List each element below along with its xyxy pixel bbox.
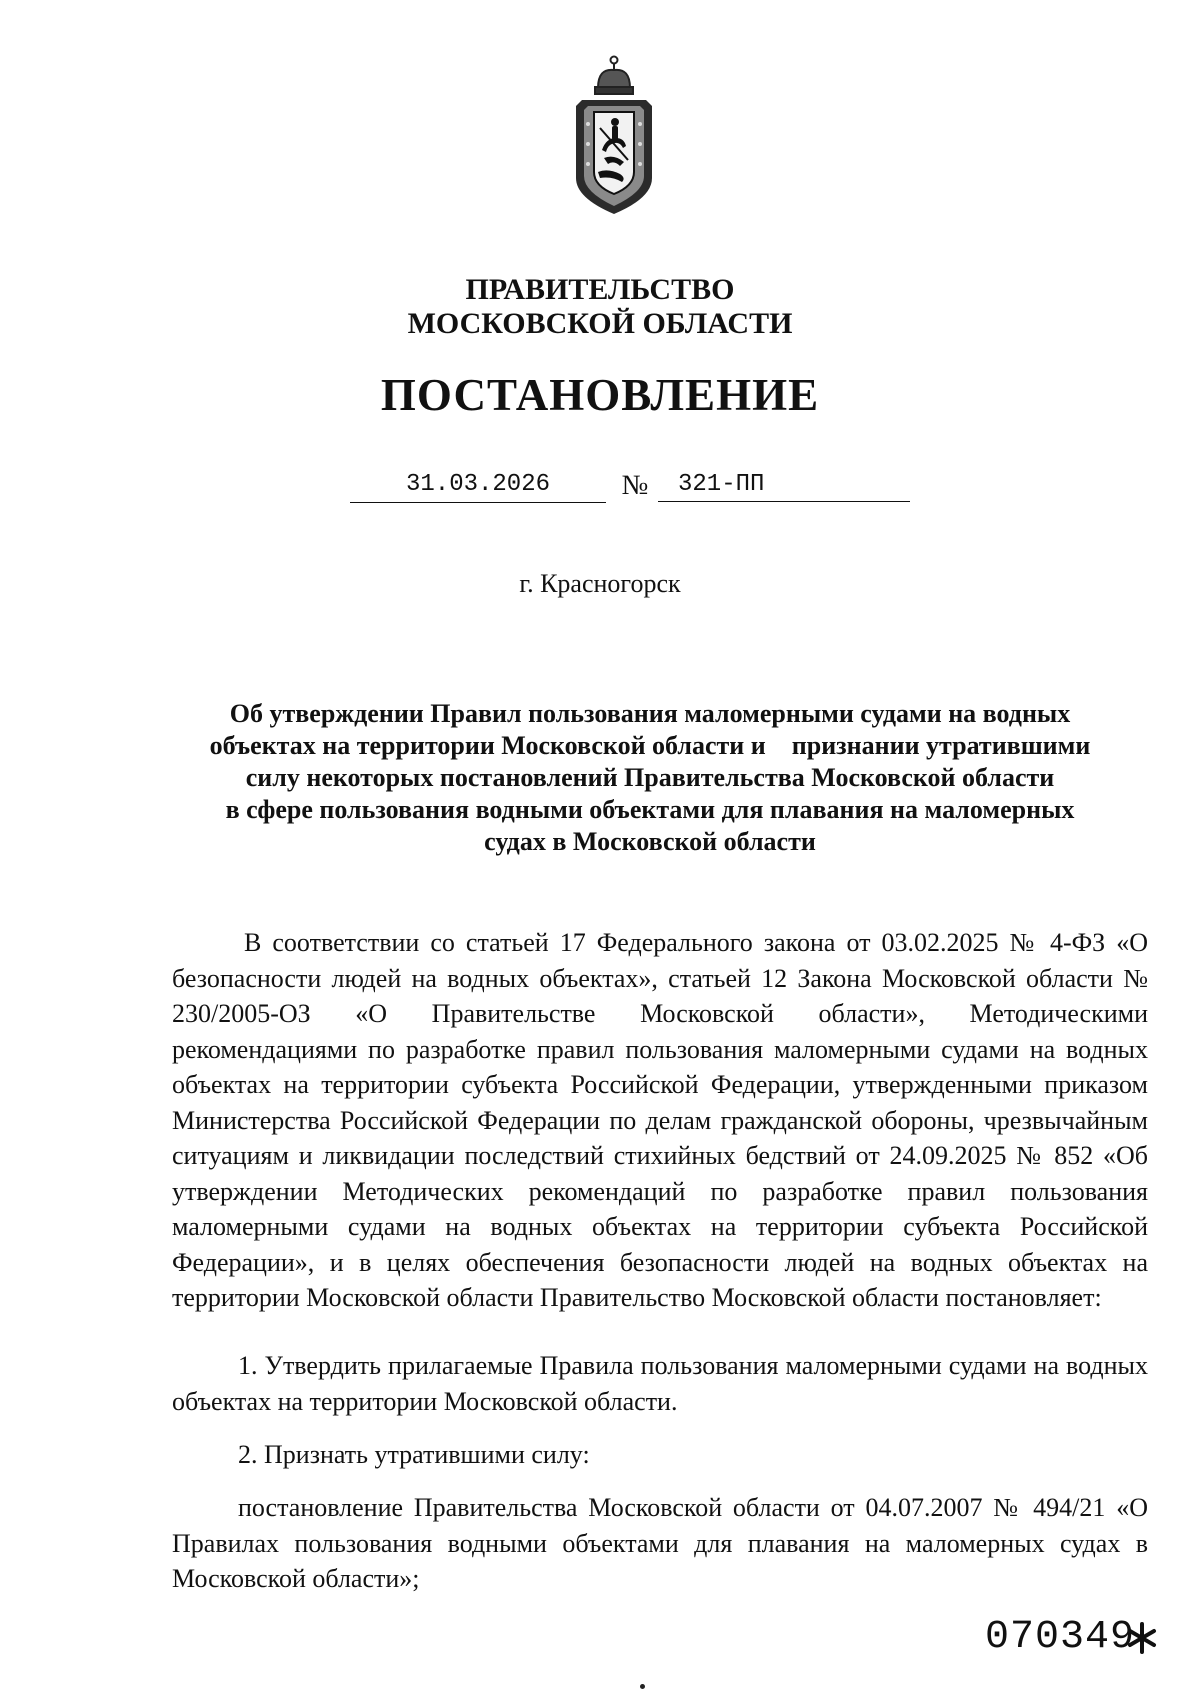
title-line: судах в Московской области <box>484 827 816 856</box>
coat-of-arms-icon <box>568 54 660 216</box>
item-1-paragraph: 1. Утвердить прилагаемые Правила пользования маломерными судами на водных объектах на территории Московской области. <box>172 1351 1148 1416</box>
city-name: г. Красногорск <box>519 569 681 598</box>
page-dot <box>640 1684 645 1689</box>
title-line: в сфере пользования водными объектами для плавания на маломерных <box>225 795 1075 824</box>
item-2-sub-paragraph: постановление Правительства Московской области от 04.07.2007 № 494/21 «О Правилах пользования водными объектами для плавания на маломерных судах в Московской области»; <box>172 1493 1148 1593</box>
government-name-line2: МОСКОВСКОЙ ОБЛАСТИ <box>407 307 793 340</box>
title-line: объектах на территории Московской области и признании утратившими <box>209 731 1091 760</box>
document-date: 31.03.2026 <box>350 468 606 503</box>
item-2-paragraph: 2. Признать утратившими силу: <box>238 1440 590 1469</box>
title-line: силу некоторых постановлений Правительства Московской области <box>245 763 1055 792</box>
serial-number: 070349 <box>985 1615 1136 1660</box>
document-type-title: ПОСТАНОВЛЕНИЕ <box>380 370 820 420</box>
item-2-sub-block <box>172 1490 1148 1597</box>
title-line: Об утверждении Правил пользования маломерными судами на водных <box>229 699 1071 728</box>
number-sign: № <box>621 470 649 501</box>
document-title <box>170 698 1130 858</box>
asterisk-icon <box>1124 1620 1160 1656</box>
item-1-block <box>172 1348 1148 1419</box>
government-name-line1: ПРАВИТЕЛЬСТВО <box>465 273 735 306</box>
preamble-paragraph: В соответствии со статьей 17 Федерального закона от 03.02.2025 № 4-ФЗ «О безопасности людей на водных объектах», статьей 12 Закона Московской области № 230/2005-ОЗ «О Правительстве Московской области», Методическими рекомендациями по разработке правил пользования маломерными судами на водных объектах на территории субъекта Российской Федерации, утвержденными приказом Министерства Российской Федерации по делам гражданской обороны, чрезвычайным ситуациям и ликвидации последствий стихийных бедствий от 24.09.2025 № 852 «Об утверждении Методических рекомендаций по разработке правил пользования маломерными судами на водных объектах на территории субъекта Российской Федерации», и в целях обеспечения безопасности людей на водных объектах на территории Московской области Правительство Московской области постановляет: <box>172 928 1148 1312</box>
item-2-block <box>172 1437 1148 1473</box>
registration-line <box>350 468 910 508</box>
document-number: 321-ПП <box>658 468 910 502</box>
preamble-block <box>172 925 1148 1316</box>
